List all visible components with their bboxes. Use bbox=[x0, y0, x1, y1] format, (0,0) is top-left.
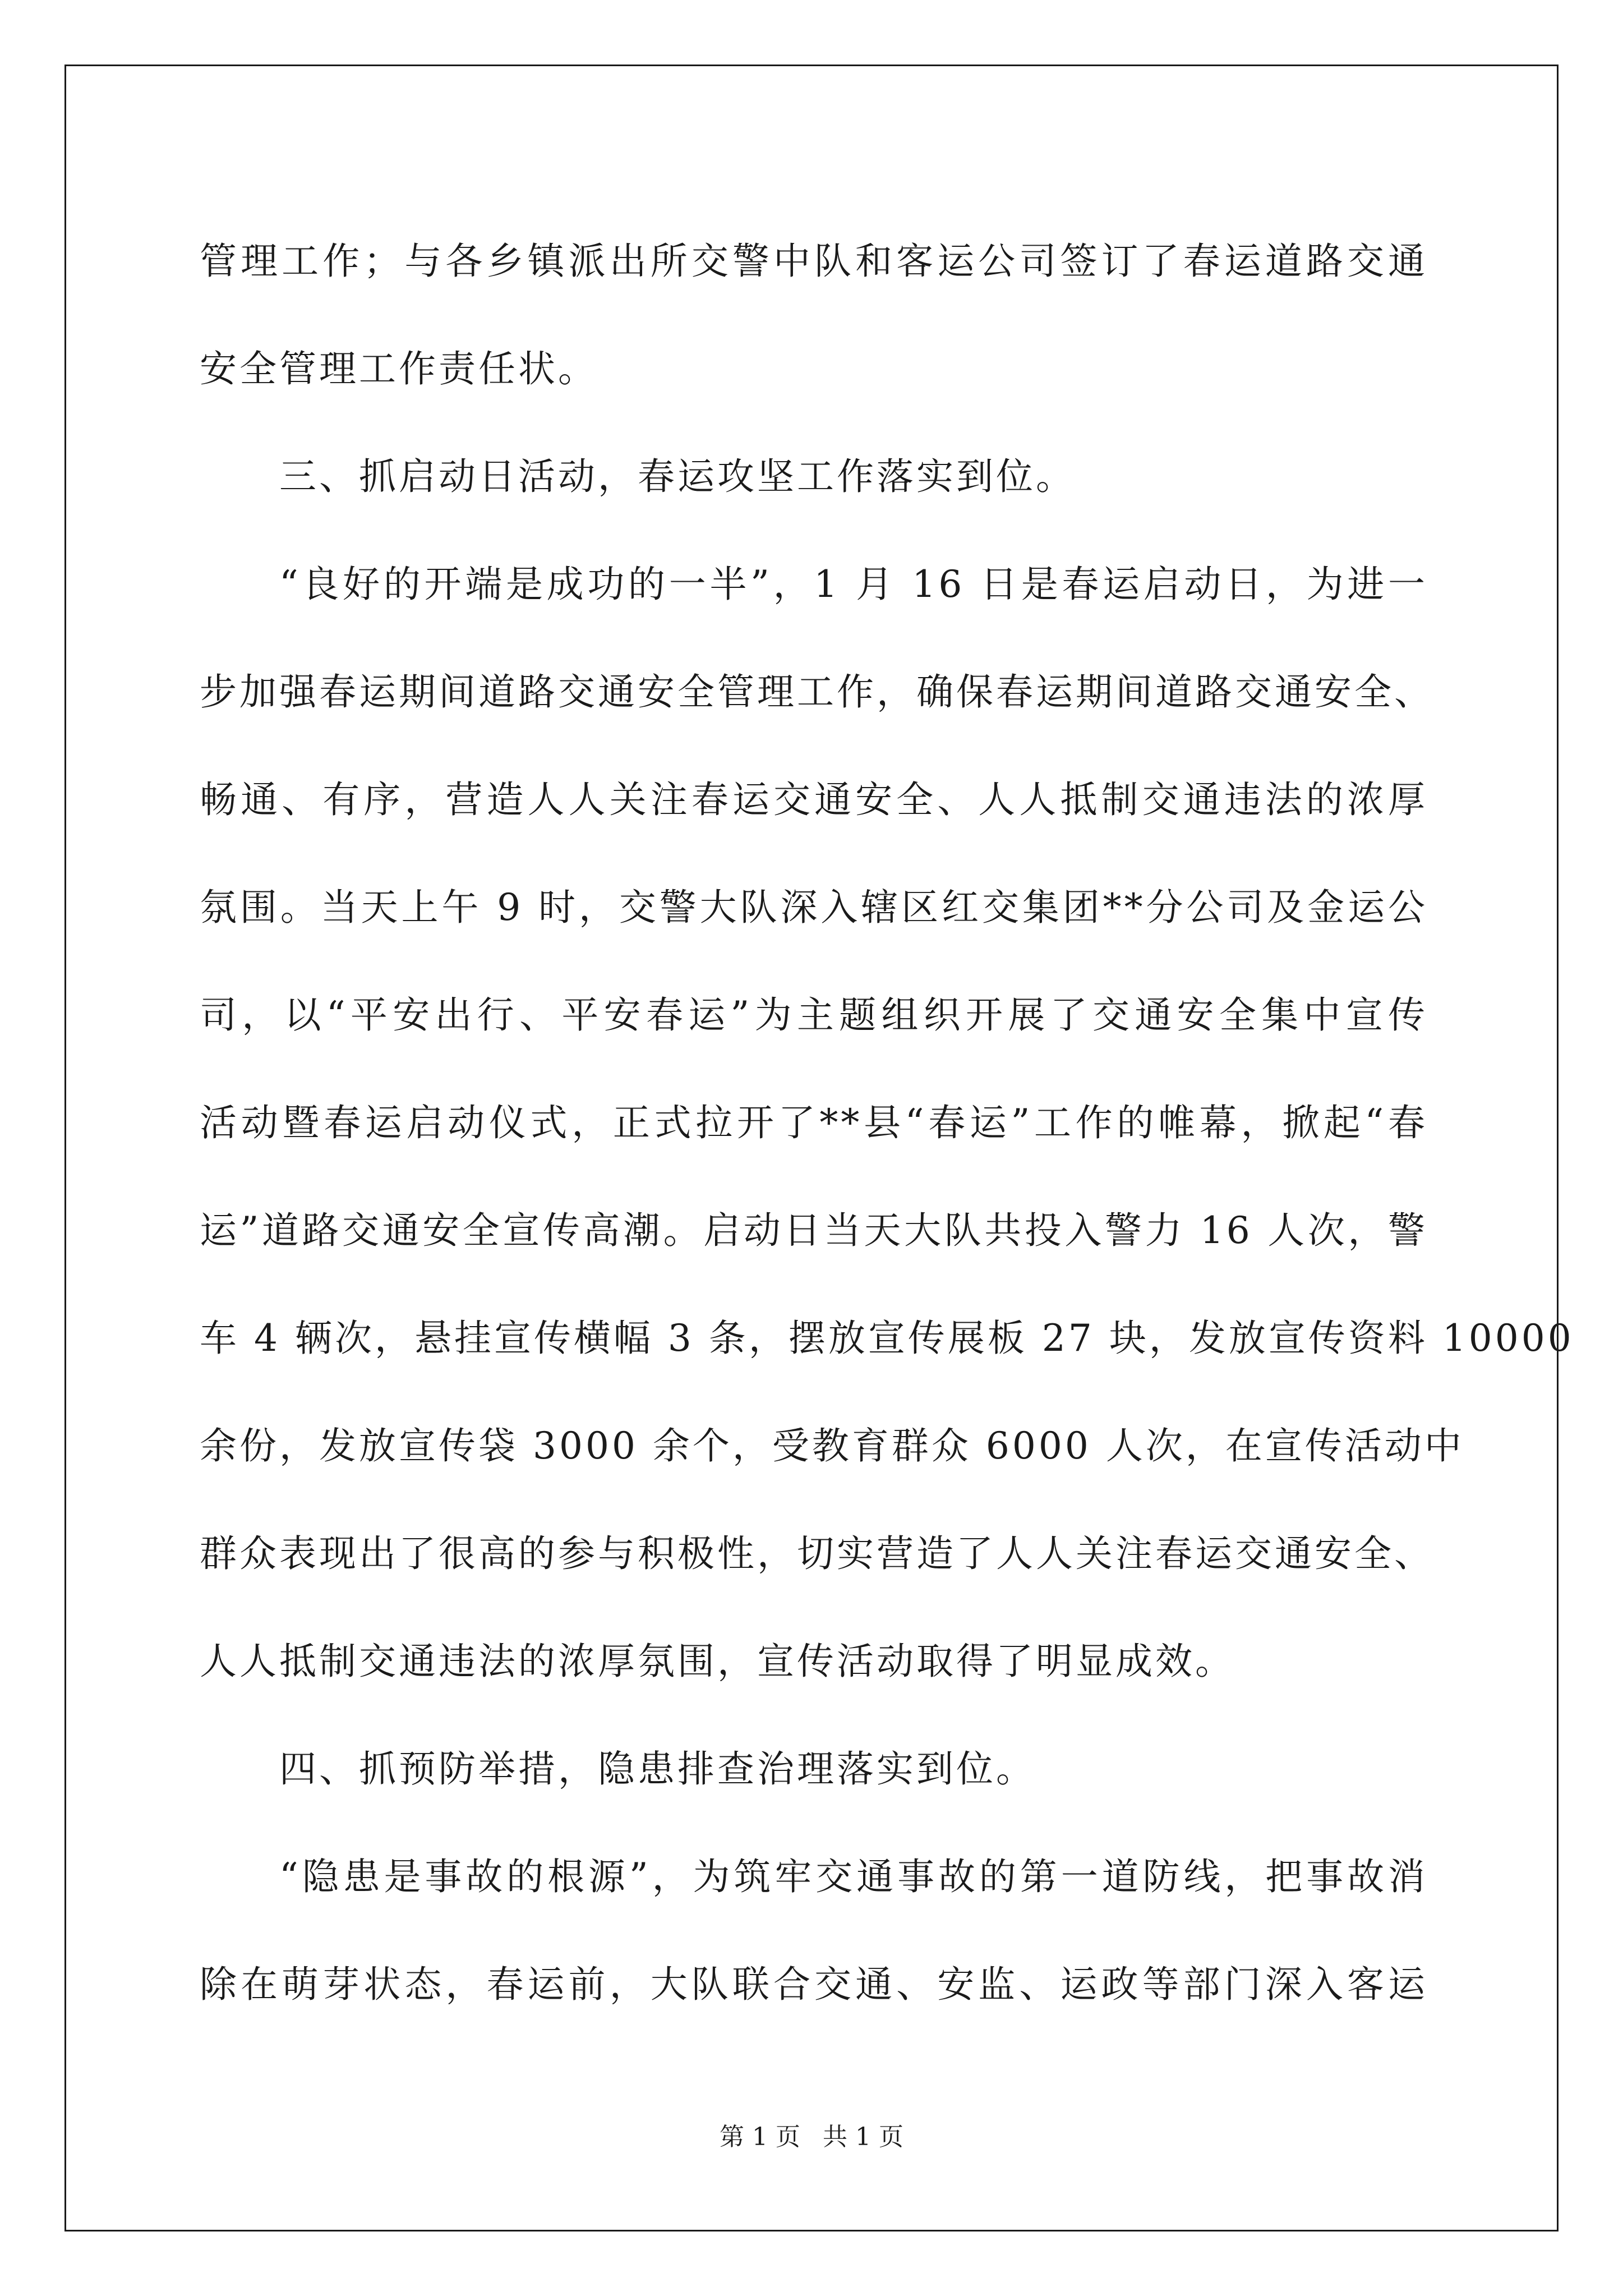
text-line: 除在萌芽状态，春运前，大队联合交通、安监、运政等部门深入客运 bbox=[200, 1963, 1428, 2006]
text-line: 畅通、有序，营造人人关注春运交通安全、人人抵制交通违法的浓厚 bbox=[200, 778, 1428, 821]
text-line: 步加强春运期间道路交通安全管理工作，确保春运期间道路交通安全、 bbox=[200, 670, 1434, 714]
text-line: 车 4 辆次，悬挂宣传横幅 3 条，摆放宣传展板 27 块，发放宣传资料 10000 bbox=[200, 1317, 1574, 1360]
text-line: 活动暨春运启动仪式，正式拉开了**县“春运”工作的帷幕，掀起“春 bbox=[200, 1101, 1428, 1144]
text-line: 司，以“平安出行、平安春运”为主题组织开展了交通安全集中宣传 bbox=[200, 993, 1428, 1037]
page-number: 第 1 页 bbox=[720, 2123, 800, 2151]
text-line: 人人抵制交通违法的浓厚氛围，宣传活动取得了明显成效。 bbox=[200, 1640, 1235, 1683]
text-line: 群众表现出了很高的参与积极性，切实营造了人人关注春运交通安全、 bbox=[200, 1532, 1434, 1575]
document-body bbox=[200, 208, 1574, 2039]
text-line: 管理工作；与各乡镇派出所交警中队和客运公司签订了春运道路交通 bbox=[200, 240, 1428, 283]
section-heading: 三、抓启动日活动，春运攻坚工作落实到位。 bbox=[279, 455, 1076, 498]
page-total: 共 1 页 bbox=[823, 2123, 903, 2151]
text-line: “隐患是事故的根源”，为筑牢交通事故的第一道防线，把事故消 bbox=[279, 1855, 1428, 1898]
text-line: 氛围。当天上午 9 时，交警大队深入辖区红交集团**分公司及金运公 bbox=[200, 886, 1428, 929]
page-footer bbox=[0, 2120, 1623, 2154]
text-line: 余份，发放宣传袋 3000 余个，受教育群众 6000 人次，在宣传活动中 bbox=[200, 1424, 1464, 1467]
text-line: 安全管理工作责任状。 bbox=[200, 347, 598, 390]
text-line: “良好的开端是成功的一半”，1 月 16 日是春运启动日，为进一 bbox=[279, 563, 1428, 606]
text-line: 运”道路交通安全宣传高潮。启动日当天大队共投入警力 16 人次，警 bbox=[200, 1209, 1428, 1252]
section-heading: 四、抓预防举措，隐患排查治理落实到位。 bbox=[279, 1747, 1036, 1791]
